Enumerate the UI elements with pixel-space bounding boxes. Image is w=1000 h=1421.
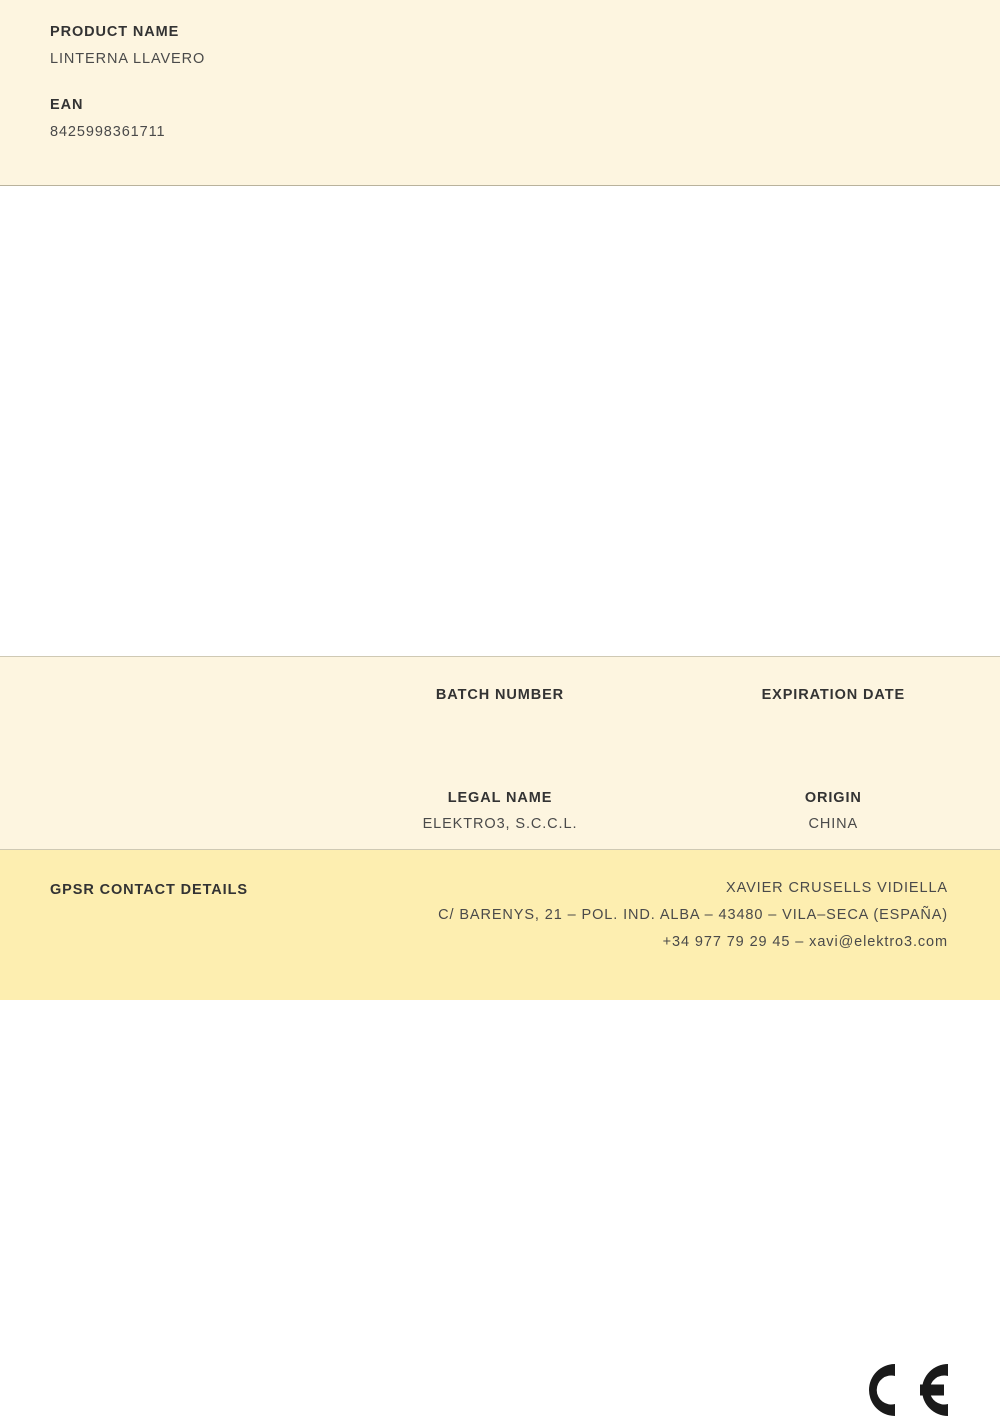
origin-value: CHINA [808,816,859,832]
legal-name-value: ELEKTRO3, S.C.C.L. [422,816,578,832]
product-image-placeholder [0,186,1000,657]
expiration-date-field [667,687,1000,730]
gpsr-contact-phone-email: +34 977 79 29 45 – xavi@elektro3.com [662,934,948,950]
batch-number-label: BATCH NUMBER [435,687,565,703]
ean-value: 8425998361711 [50,124,166,140]
batch-number-field [333,687,666,730]
ean-field [50,97,950,140]
traceability-spacer-cell-2 [0,790,333,833]
expiration-date-value [667,713,1000,730]
gpsr-contact-person: XAVIER CRUSELLS VIDIELLA [726,880,948,896]
traceability-row-batch [0,657,1000,730]
product-name-field [50,24,950,67]
expiration-date-label: EXPIRATION DATE [761,687,906,703]
traceability-spacer-cell [0,687,333,730]
legal-name-label: LEGAL NAME [447,790,553,806]
origin-label: ORIGIN [804,790,862,806]
product-name-label: PRODUCT NAME [50,24,180,40]
ean-label: EAN [50,97,84,113]
legal-name-field [333,790,666,833]
origin-field [667,790,1000,833]
product-name-value: LINTERNA LLAVERO [50,51,206,67]
gpsr-contact-label: GPSR CONTACT DETAILS [50,882,248,898]
gpsr-contact-lines [438,880,948,950]
traceability-row-legal [0,730,1000,833]
batch-number-value [333,713,666,730]
gpsr-contact-address: C/ BARENYS, 21 – POL. IND. ALBA – 43480 – VILA–SECA (ESPAÑA) [438,907,948,923]
product-identification-block [0,0,1000,186]
gpsr-contact-block [0,850,1000,1000]
traceability-block [0,657,1000,850]
ce-marking-icon [862,1359,948,1421]
